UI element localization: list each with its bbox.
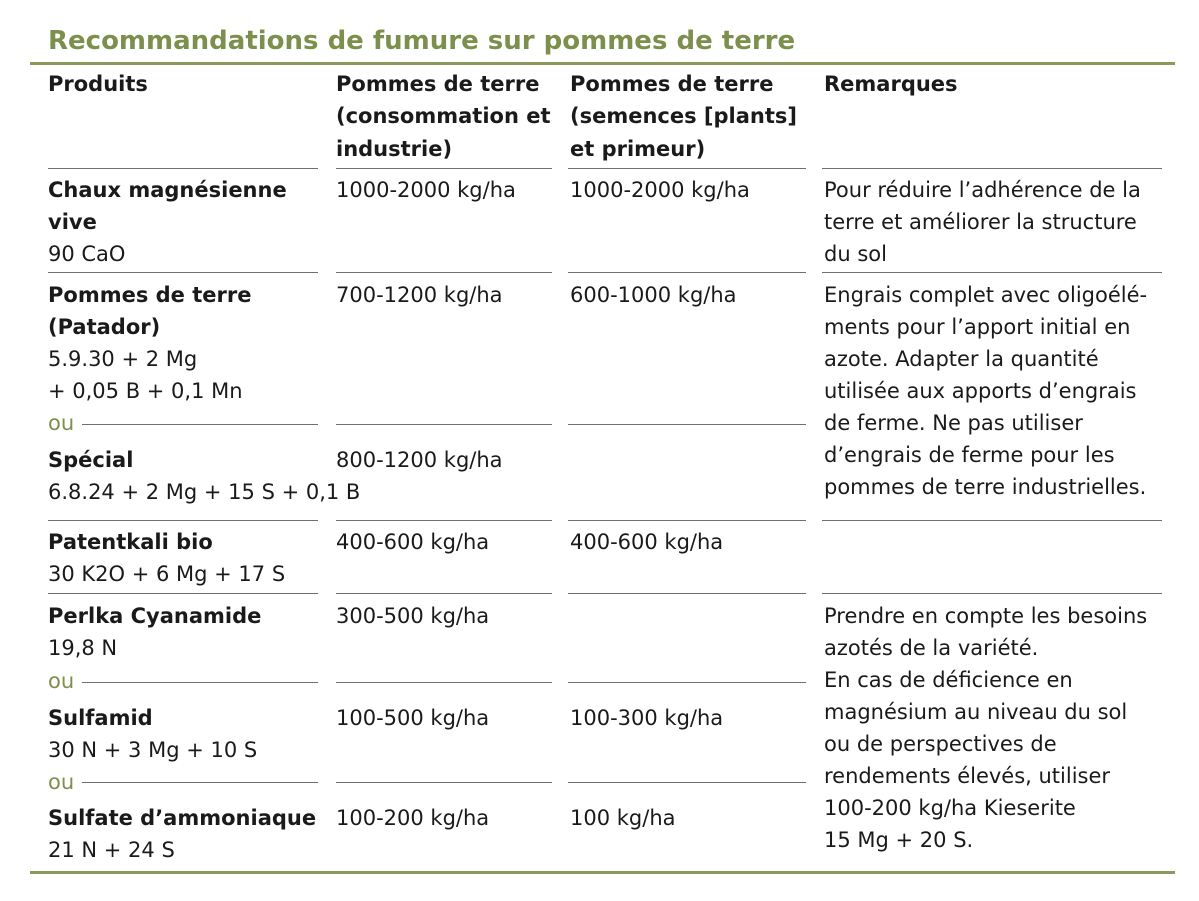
row2-remark-line3: azote. Adapter la quantité <box>824 347 1099 371</box>
header-remarques: Remarques <box>824 72 958 96</box>
ou2-rule-c3 <box>568 682 806 683</box>
row1-remark-line2: terre et améliorer la structure <box>824 210 1137 234</box>
row2-remark-line4: utilisée aux apports d’engrais <box>824 379 1137 403</box>
row5-remark-line1: Prendre en compte les besoins <box>824 604 1148 628</box>
row4-formula: 30 K2O + 6 Mg + 17 S <box>48 562 286 586</box>
row5-remark-line2: azotés de la variété. <box>824 636 1039 660</box>
header-rule-c4 <box>822 168 1162 169</box>
row1-conso: 1000-2000 kg/ha <box>336 178 516 202</box>
row1-rule-c2 <box>336 272 552 273</box>
row6-conso: 100-500 kg/ha <box>336 706 490 730</box>
row2-remark-line7: pommes de terre industrielles. <box>824 475 1147 499</box>
row5-remark-line6: rendements élevés, utiliser <box>824 764 1111 788</box>
row1-name-line2: vive <box>48 210 97 234</box>
header-conso-line2: (consommation et <box>336 104 551 128</box>
row1-remark-line3: du sol <box>824 242 887 266</box>
row4-conso: 400-600 kg/ha <box>336 530 490 554</box>
row2-remark-line2: ments pour l’apport initial en <box>824 315 1131 339</box>
row6-name: Sulfamid <box>48 706 153 730</box>
row6-formula: 30 N + 3 Mg + 10 S <box>48 738 258 762</box>
row4-semences: 400-600 kg/ha <box>570 530 724 554</box>
row3-rule-c1 <box>48 520 318 521</box>
row2-formula-line2: + 0,05 B + 0,1 Mn <box>48 379 243 403</box>
header-rule-c3 <box>568 168 806 169</box>
header-semences-line3: et primeur) <box>570 137 706 161</box>
row2-remark-line1: Engrais complet avec oligoélé- <box>824 283 1148 307</box>
header-conso-line3: industrie) <box>336 137 453 161</box>
row7-formula: 21 N + 24 S <box>48 838 175 862</box>
row7-conso: 100-200 kg/ha <box>336 806 490 830</box>
row3-formula: 6.8.24 + 2 Mg + 15 S + 0,1 B <box>48 480 361 504</box>
ou1-rule-c1 <box>82 424 318 425</box>
row3-name: Spécial <box>48 448 134 472</box>
ou3-rule-c1 <box>82 782 318 783</box>
row1-rule-c3 <box>568 272 806 273</box>
row5-formula: 19,8 N <box>48 636 118 660</box>
row3-rule-c3 <box>568 520 806 521</box>
row5-remark-line4: magnésium au niveau du sol <box>824 700 1128 724</box>
row7-semences: 100 kg/ha <box>570 806 676 830</box>
row5-remark-line5: ou de perspectives de <box>824 732 1057 756</box>
row5-name: Perlka Cyanamide <box>48 604 262 628</box>
row3-rule-c2 <box>336 520 552 521</box>
header-semences-line2: (semences [plants] <box>570 104 798 128</box>
row4-rule-c4 <box>822 593 1162 594</box>
row3-conso: 800-1200 kg/ha <box>336 448 503 472</box>
row2-name-line1: Pommes de terre <box>48 283 252 307</box>
row3-rule-c4 <box>822 520 1162 521</box>
row2-remark-line5: de ferme. Ne pas utiliser <box>824 411 1083 435</box>
row4-rule-c3 <box>568 593 806 594</box>
row6-semences: 100-300 kg/ha <box>570 706 724 730</box>
row5-remark-line8: 15 Mg + 20 S. <box>824 828 974 852</box>
row4-name: Patentkali bio <box>48 530 213 554</box>
header-rule-c2 <box>336 168 552 169</box>
bottom-rule <box>30 871 1175 874</box>
row5-conso: 300-500 kg/ha <box>336 604 490 628</box>
row4-rule-c2 <box>336 593 552 594</box>
row2-conso: 700-1200 kg/ha <box>336 283 503 307</box>
top-rule <box>30 62 1175 65</box>
row1-rule-c4 <box>822 272 1162 273</box>
header-rule-c1 <box>48 168 318 169</box>
row5-remark-line7: 100-200 kg/ha Kieserite <box>824 796 1076 820</box>
ou2-rule-c2 <box>336 682 552 683</box>
ou3-rule-c3 <box>568 782 806 783</box>
row1-name-line1: Chaux magnésienne <box>48 178 287 202</box>
header-produits: Produits <box>48 72 148 96</box>
header-semences-line1: Pommes de terre <box>570 72 774 96</box>
row1-rule-c1 <box>48 272 318 273</box>
row2-name-line2: (Patador) <box>48 315 161 339</box>
ou3-rule-c2 <box>336 782 552 783</box>
row1-remark-line1: Pour réduire l’adhérence de la <box>824 178 1141 202</box>
ou-separator-1: ou <box>48 411 75 435</box>
row1-semences: 1000-2000 kg/ha <box>570 178 750 202</box>
header-conso-line1: Pommes de terre <box>336 72 540 96</box>
row4-rule-c1 <box>48 593 318 594</box>
row7-name: Sulfate d’ammoniaque <box>48 806 317 830</box>
ou-separator-2: ou <box>48 669 75 693</box>
ou-separator-3: ou <box>48 770 75 794</box>
row1-formula: 90 CaO <box>48 242 126 266</box>
row2-semences: 600-1000 kg/ha <box>570 283 737 307</box>
row2-formula-line1: 5.9.30 + 2 Mg <box>48 347 198 371</box>
ou1-rule-c3 <box>568 424 806 425</box>
ou1-rule-c2 <box>336 424 552 425</box>
row2-remark-line6: d’engrais de ferme pour les <box>824 443 1115 467</box>
ou2-rule-c1 <box>82 682 318 683</box>
row5-remark-line3: En cas de déficience en <box>824 668 1073 692</box>
page-title: Recommandations de fumure sur pommes de terre <box>48 26 796 56</box>
